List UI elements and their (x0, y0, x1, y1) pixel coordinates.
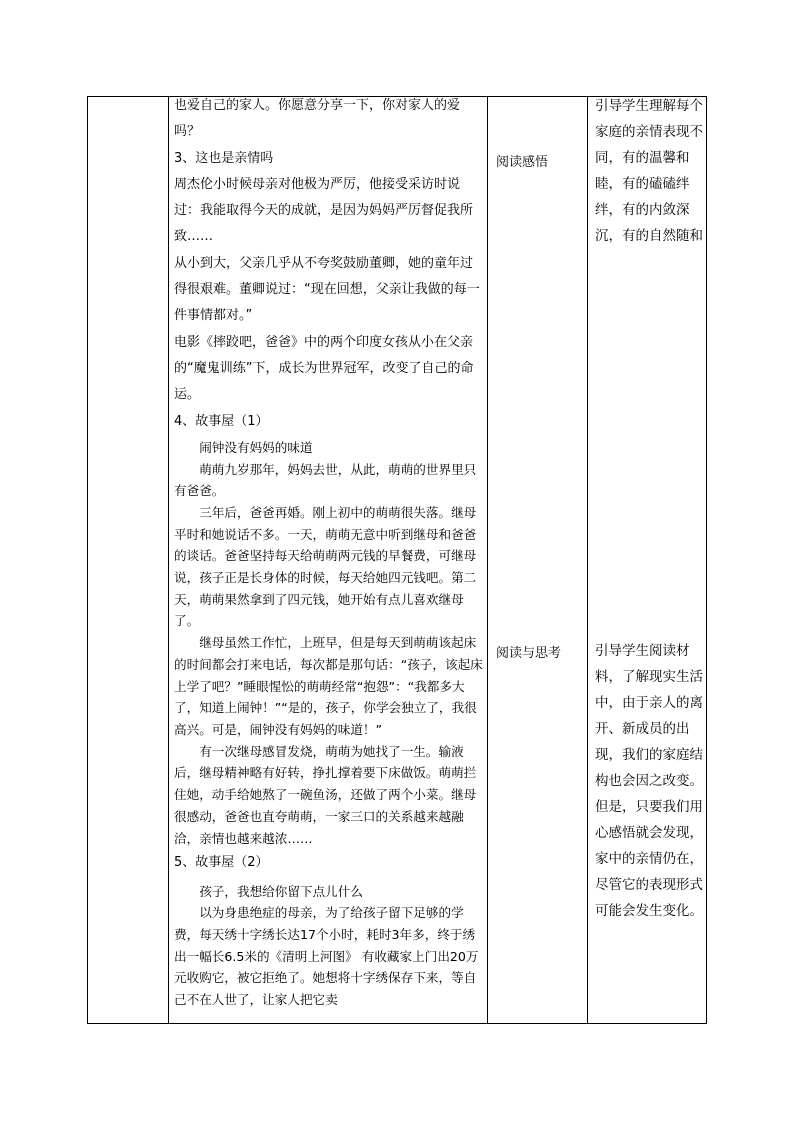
content-paragraph: 也爱自己的家人。你愿意分享一下，你对家人的爱吗？ (174, 98, 461, 140)
content-paragraph: 闹钟没有妈妈的味道 (199, 439, 313, 455)
column-divider-3 (587, 96, 588, 1024)
content-paragraph: 从小到大，父亲几乎从不夸奖鼓励董卿，她的童年过得很艰难。董卿说过：“现在回想，父亲让我做的每一件事情都对。” (174, 255, 480, 324)
content-paragraph: 周杰伦小时候母亲对他极为严厉，他接受采访时说过：我能取得今天的成就，是因为妈妈严厉督促我所致…… (174, 176, 474, 245)
design-intent-2 (595, 638, 703, 924)
content-paragraph: 5、故事屋（2） (174, 855, 269, 871)
table-bottom-border (87, 1023, 707, 1024)
activity-label-text: 阅读感悟 (496, 155, 549, 170)
activity-label-reading-thinking (496, 642, 584, 661)
table-cell-content (174, 93, 483, 1021)
content-paragraph: 电影《摔跤吧，爸爸》中的两个印度女孩从小在父亲的“魔鬼训练”下，成长为世界冠军，改变了自己的命运。 (174, 334, 474, 403)
design-intent-text: 引导学生阅读材料，了解现实生活中，由于亲人的离开、新成员的出现，我们的家庭结构也会因之改变。但是，只要我们用心感悟就会发现，家中的亲情仍在，尽管它的表现形式可能会发生变化。 (595, 643, 703, 919)
column-divider-1 (168, 96, 169, 1024)
content-paragraph: 萌萌九岁那年，妈妈去世，从此，萌萌的世界里只有爸爸。 (174, 461, 477, 499)
activity-label-reading-insight (496, 151, 584, 170)
content-paragraph: 继母虽然工作忙，上班早，但是每天到萌萌该起床的时间都会打来电话，每次都是那句话：“孩子，该起床上学了吧？”睡眼惺忪的萌萌经常“抱怨”：“我都多大了，知道上闹钟！”“是的，孩子，你学会独立了，我很高兴。可是，闹钟没有妈妈的味道！” (174, 635, 483, 737)
design-intent-text: 引导学生理解每个家庭的亲情表现不同，有的温馨和睦，有的磕磕绊绊，有的内敛深沉，有的自然随和 (595, 98, 703, 244)
content-paragraph: 以为身患绝症的母亲，为了给孩子留下足够的学费，每天绣十字绣长达17个小时，耗时3年多，终于绣出一幅长6.5米的《清明上河图》 有收藏家上门出20万元收购它，被它拒绝了。她想将十字绣保存下来，等自己不在人世了，让家人把它卖 (174, 905, 479, 1008)
content-paragraph: 孩子，我想给你留下点儿什么 (199, 883, 363, 899)
design-intent-1 (595, 93, 703, 249)
activity-label-text: 阅读与思考 (496, 646, 562, 661)
column-divider-2 (487, 96, 488, 1024)
table-border-right (706, 96, 707, 1024)
table-cell-stage (88, 97, 168, 1023)
content-paragraph: 3、这也是亲情吗 (174, 150, 274, 166)
content-paragraph: 有一次继母感冒发烧，萌萌为她找了一生。输液后，继母精神略有好转，挣扎撑着要下床做饭。萌萌拦住她，动手给她熬了一碗鱼汤，还做了两个小菜。继母很感动，爸爸也直夸萌萌，一家三口的关系越来越融洽，亲情也越来越浓…… (174, 743, 477, 846)
content-paragraph: 三年后，爸爸再婚。刚上初中的萌萌很失落。继母平时和她说话不多。一天，萌萌无意中听到继母和爸爸的谈话。爸爸坚持每天给萌萌两元钱的早餐费，可继母说，孩子正是长身体的时候，每天给她四元钱吧。第二天，萌萌果然拿到了四元钱，她开始有点儿喜欢继母了。 (174, 504, 477, 629)
content-paragraph: 4、故事屋（1） (174, 413, 269, 429)
